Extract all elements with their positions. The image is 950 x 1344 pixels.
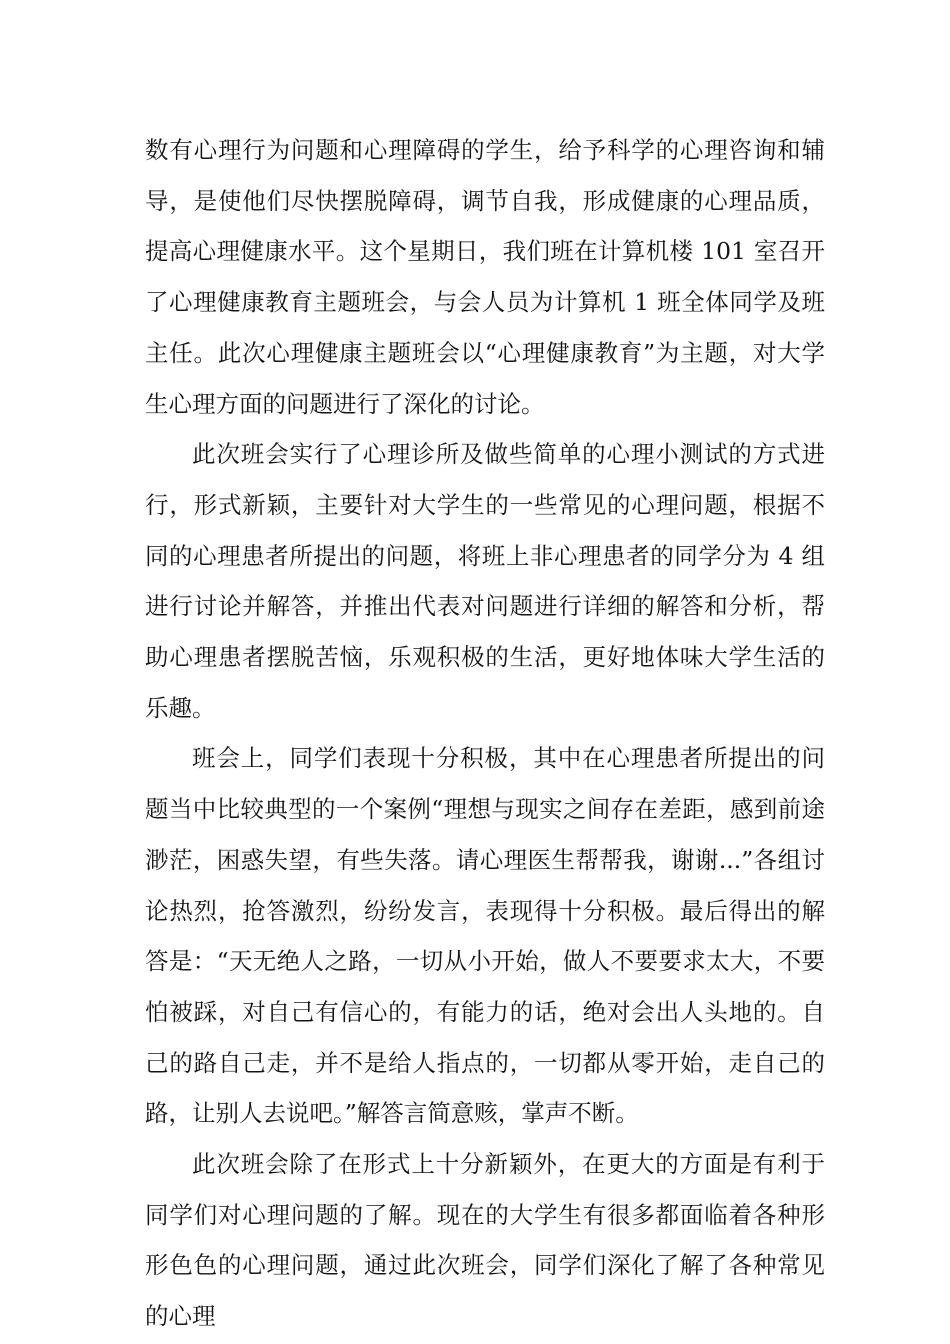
paragraph-1: 数有心理行为问题和心理障碍的学生，给予科学的心理咨询和辅导，是使他们尽快摆脱障碍，调节自我，形成健康的心理品质，提高心理健康水平。这个星期日，我们班在计算机楼 101 室召开了心理健康教育主题班会，与会人员为计算机 1 班全体同学及班主任。此次心理健康主题班会以“心理健康教育”为主题，对大学生心理方面的问题进行了深化的讨论。 bbox=[145, 136, 825, 418]
paragraph-4: 此次班会除了在形式上十分新颖外，在更大的方面是有利于同学们对心理问题的了解。现在的大学生有很多都面临着各种形形色色的心理问题，通过此次班会，同学们深化了解了各种常见的心理 bbox=[145, 1150, 825, 1331]
paragraph-3: 班会上，同学们表现十分积极，其中在心理患者所提出的问题当中比较典型的一个案例“理想与现实之间存在差距，感到前途渺茫，困惑失望，有些失落。请心理医生帮帮我，谢谢...”各组讨论热烈，抢答激烈，纷纷发言，表现得十分积极。最后得出的解答是：“天无绝人之路，一切从小开始，做人不要要求太大，不要怕被踩，对自己有信心的，有能力的话，绝对会出人头地的。自己的路自己走，并不是给人指点的，一切都从零开始，走自己的路，让别人去说吧。”解答言简意赅，掌声不断。 bbox=[145, 744, 825, 1128]
document-body bbox=[145, 125, 825, 1342]
paragraph-2: 此次班会实行了心理诊所及做些简单的心理小测试的方式进行，形式新颖，主要针对大学生的一些常见的心理问题，根据不同的心理患者所提出的问题，将班上非心理患者的同学分为 4 组进行讨论并解答，并推出代表对问题进行详细的解答和分析，帮助心理患者摆脱苦恼，乐观积极的生活，更好地体味大学生活的乐趣。 bbox=[145, 440, 825, 722]
